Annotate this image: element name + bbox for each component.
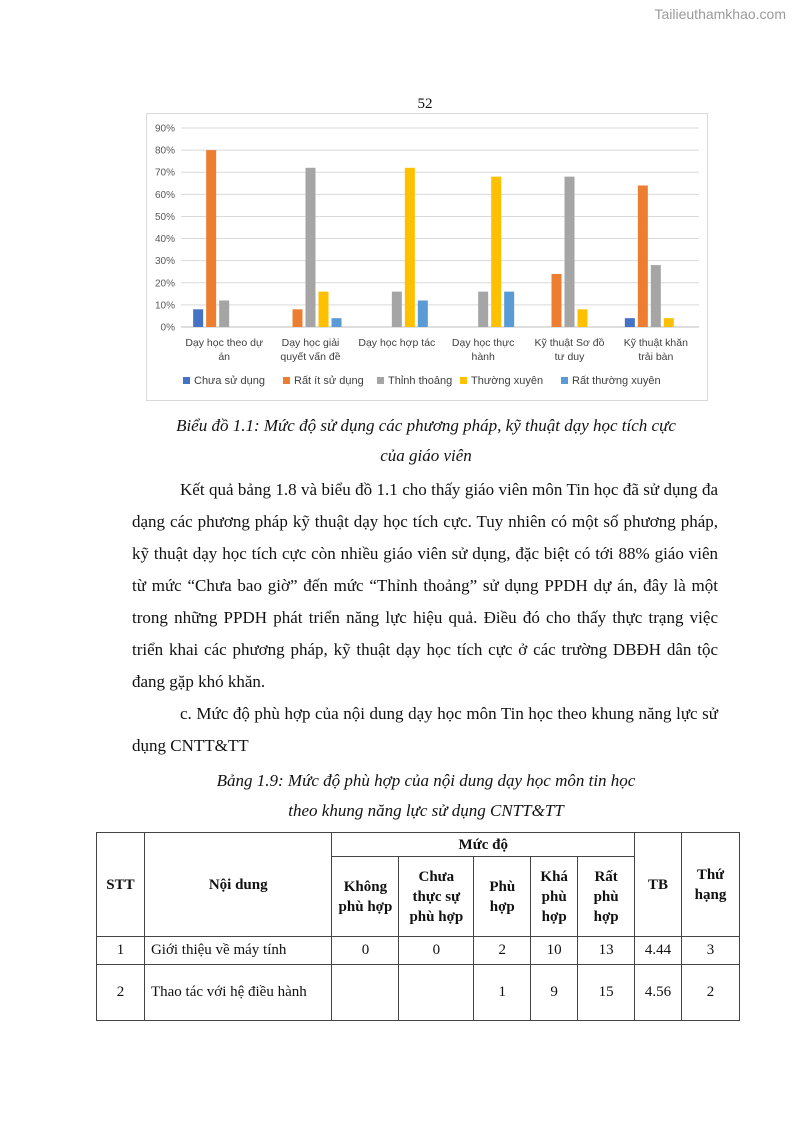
x-category-label: Dạy học theo dự (185, 337, 264, 349)
bar (392, 292, 402, 327)
cell-level-3: 2 (474, 937, 531, 965)
legend-label: Thường xuyên (471, 375, 544, 387)
legend-label: Rất ít sử dụng (294, 375, 364, 387)
cell-stt: 2 (97, 965, 145, 1021)
cell-level-1: 0 (332, 937, 399, 965)
cell-level-2 (399, 965, 474, 1021)
y-tick-label: 10% (154, 300, 175, 312)
chart-caption (96, 411, 756, 471)
header-stt: STT (97, 833, 145, 937)
header-level-4: Khá phù hợp (531, 857, 578, 937)
y-tick-label: 70% (154, 167, 175, 179)
bar (193, 309, 203, 327)
header-tb: TB (635, 833, 682, 937)
bar (638, 185, 648, 327)
legend-swatch (183, 377, 190, 384)
bar (578, 309, 588, 327)
table-caption-line1: Bảng 1.9: Mức độ phù hợp của nội dung dạy học môn tin học (216, 771, 636, 790)
cell-level-2: 0 (399, 937, 474, 965)
x-category-label: tư duy (554, 351, 585, 363)
legend-swatch (377, 377, 384, 384)
cell-level-5: 13 (578, 937, 635, 965)
legend-swatch (460, 377, 467, 384)
y-tick-label: 50% (154, 211, 175, 223)
bar (405, 168, 415, 327)
x-category-label: Dạy học giải (281, 337, 340, 349)
x-category-label: Dạy học hợp tác (358, 337, 436, 349)
bar (625, 318, 635, 327)
chart-svg (147, 114, 707, 400)
bar (478, 292, 488, 327)
legend-label: Thỉnh thoảng (388, 375, 453, 387)
cell-level-5: 15 (578, 965, 635, 1021)
x-category-label: quyết vấn đề (280, 351, 341, 363)
legend-swatch (561, 377, 568, 384)
bar (219, 300, 229, 327)
y-tick-label: 40% (154, 234, 175, 246)
bar (319, 292, 329, 327)
x-category-label: án (218, 351, 231, 363)
header-rank: Thứ hạng (682, 833, 740, 937)
header-level: Mức độ (332, 833, 635, 857)
table-row (97, 965, 740, 1021)
x-category-label: Dạy học thực (451, 337, 515, 349)
bar (491, 177, 501, 327)
bar (418, 300, 428, 327)
header-level-1: Không phù hợp (332, 857, 399, 937)
cell-level-1 (332, 965, 399, 1021)
suitability-table (96, 832, 740, 1021)
bar (504, 292, 514, 327)
x-category-label: Kỹ thuật Sơ đồ (534, 337, 605, 349)
header-content: Nội dung (144, 833, 332, 937)
table-caption-line2: theo khung năng lực sử dụng CNTT&TT (288, 801, 564, 820)
body-paragraph-1: Kết quả bảng 1.8 và biểu đồ 1.1 cho thấy giáo viên môn Tin học đã sử dụng đa dạng các phương pháp kỹ thuật dạy học tích cực. Tuy nhiên có một số phương pháp, kỹ thuật dạy học tích cực còn nhiều giáo viên sử dụng, đặc biệt có tới 88% giáo viên từ mức “Chưa bao giờ” đến mức “Thỉnh thoảng” sử dụng PPDH dự án, đây là một trong những PPDH phát triển năng lực hiệu quả. Điều đó cho thấy thực trạng việc triển khai các phương pháp, kỹ thuật dạy học tích cực ở các trường DBĐH dân tộc đang gặp khó khăn. (132, 480, 718, 691)
y-tick-label: 20% (154, 278, 175, 290)
table-caption (96, 766, 756, 826)
y-tick-label: 30% (154, 256, 175, 268)
cell-level-3: 1 (474, 965, 531, 1021)
chart-caption-line2: của giáo viên (380, 446, 472, 465)
watermark: Tailieuthamkhao.com (654, 6, 786, 22)
legend-label: Rất thường xuyên (572, 375, 661, 387)
cell-level-4: 9 (531, 965, 578, 1021)
table-row (97, 937, 740, 965)
bar (206, 150, 216, 327)
legend-label: Chưa sử dụng (194, 375, 265, 387)
cell-rank: 3 (682, 937, 740, 965)
cell-content: Giới thiệu về máy tính (144, 937, 332, 965)
usage-bar-chart (146, 113, 708, 401)
cell-level-4: 10 (531, 937, 578, 965)
page-number: 52 (417, 96, 433, 112)
cell-tb: 4.44 (635, 937, 682, 965)
bar (306, 168, 316, 327)
y-tick-label: 90% (154, 123, 175, 135)
header-level-3: Phù hợp (474, 857, 531, 937)
cell-tb: 4.56 (635, 965, 682, 1021)
bar (664, 318, 674, 327)
x-category-label: hành (471, 351, 495, 363)
x-category-label: trải bàn (638, 351, 674, 363)
cell-rank: 2 (682, 965, 740, 1021)
header-level-5: Rất phù hợp (578, 857, 635, 937)
y-tick-label: 60% (154, 189, 175, 201)
chart-caption-line1: Biểu đồ 1.1: Mức độ sử dụng các phương pháp, kỹ thuật dạy học tích cực (176, 416, 676, 435)
bar (651, 265, 661, 327)
y-tick-label: 0% (160, 322, 175, 334)
bar (293, 309, 303, 327)
cell-content: Thao tác với hệ điều hành (144, 965, 332, 1021)
cell-stt: 1 (97, 937, 145, 965)
y-tick-label: 80% (154, 145, 175, 157)
header-level-2: Chưa thực sự phù hợp (399, 857, 474, 937)
x-category-label: Kỹ thuật khăn (623, 337, 688, 349)
bar (552, 274, 562, 327)
section-heading-c: c. Mức độ phù hợp của nội dung dạy học môn Tin học theo khung năng lực sử dụng CNTT&TT (132, 704, 718, 755)
legend-swatch (283, 377, 290, 384)
bar (332, 318, 342, 327)
bar (565, 177, 575, 327)
